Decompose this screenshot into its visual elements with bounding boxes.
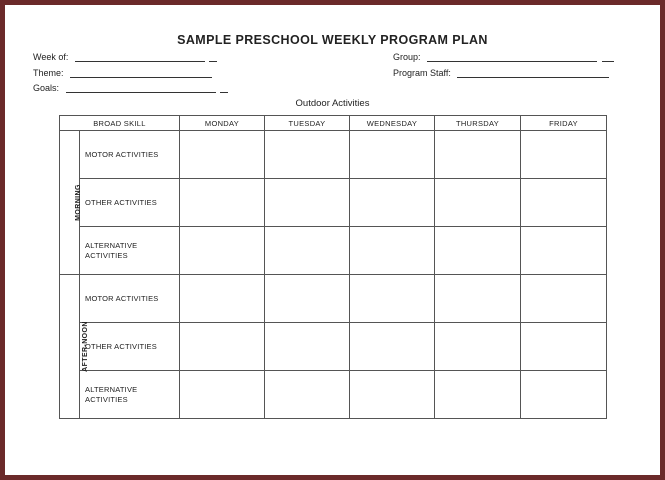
period-morning <box>60 131 80 275</box>
plan-cell[interactable] <box>435 323 521 371</box>
header-broad-skill: BROAD SKILL <box>60 116 180 131</box>
plan-cell[interactable] <box>265 275 350 323</box>
plan-cell[interactable] <box>350 131 435 179</box>
week-of-field <box>33 52 217 62</box>
skill-cell: ALTERNATIVE ACTIVITIES <box>80 227 180 275</box>
header-tuesday: TUESDAY <box>265 116 350 131</box>
period-label: MORNING <box>74 184 82 221</box>
goals-input-end <box>220 83 228 93</box>
week-of-input[interactable] <box>75 52 205 62</box>
plan-cell[interactable] <box>521 227 607 275</box>
group-input[interactable] <box>427 52 597 62</box>
week-of-input-end <box>209 52 217 62</box>
plan-cell[interactable] <box>180 323 265 371</box>
plan-cell[interactable] <box>435 227 521 275</box>
plan-cell[interactable] <box>265 131 350 179</box>
plan-cell[interactable] <box>521 371 607 419</box>
plan-cell[interactable] <box>350 275 435 323</box>
plan-cell[interactable] <box>350 179 435 227</box>
plan-cell[interactable] <box>435 275 521 323</box>
plan-cell[interactable] <box>350 227 435 275</box>
plan-cell[interactable] <box>521 323 607 371</box>
plan-cell[interactable] <box>180 131 265 179</box>
program-staff-label: Program Staff: <box>393 68 451 78</box>
period-afternoon <box>60 275 89 419</box>
table-row <box>60 227 607 275</box>
theme-field <box>33 68 212 78</box>
table-row <box>60 275 607 323</box>
plan-cell[interactable] <box>435 179 521 227</box>
header-wednesday: WEDNESDAY <box>350 116 435 131</box>
theme-label: Theme: <box>33 68 64 78</box>
program-staff-input[interactable] <box>457 68 609 78</box>
skill-cell: ALTERNATIVE ACTIVITIES <box>80 371 180 419</box>
plan-cell[interactable] <box>435 371 521 419</box>
weekly-plan-table <box>59 115 607 419</box>
skill-cell: OTHER ACTIVITIES <box>80 323 180 371</box>
plan-cell[interactable] <box>521 275 607 323</box>
group-label: Group: <box>393 52 421 62</box>
table-row <box>60 179 607 227</box>
plan-cell[interactable] <box>180 371 265 419</box>
plan-cell[interactable] <box>180 227 265 275</box>
skill-cell: MOTOR ACTIVITIES <box>80 275 180 323</box>
goals-label: Goals: <box>33 83 60 93</box>
plan-cell[interactable] <box>521 131 607 179</box>
plan-cell[interactable] <box>521 179 607 227</box>
goals-field <box>33 83 228 93</box>
header-monday: MONDAY <box>180 116 265 131</box>
table-row <box>60 323 607 371</box>
plan-cell[interactable] <box>265 323 350 371</box>
page-title: SAMPLE PRESCHOOL WEEKLY PROGRAM PLAN <box>177 33 488 47</box>
plan-cell[interactable] <box>350 371 435 419</box>
theme-input[interactable] <box>70 68 212 78</box>
skill-cell: OTHER ACTIVITIES <box>80 179 180 227</box>
header-friday: FRIDAY <box>521 116 607 131</box>
table-row <box>60 131 607 179</box>
plan-cell[interactable] <box>265 371 350 419</box>
goals-input[interactable] <box>66 83 216 93</box>
plan-cell[interactable] <box>350 323 435 371</box>
period-label: AFTER-NOON <box>81 321 89 372</box>
program-staff-field <box>393 68 609 78</box>
plan-cell[interactable] <box>265 179 350 227</box>
group-input-end <box>602 52 614 62</box>
plan-cell[interactable] <box>435 131 521 179</box>
section-title: Outdoor Activities <box>295 98 370 109</box>
table-header-row <box>60 116 607 131</box>
group-field <box>393 52 614 62</box>
header-thursday: THURSDAY <box>435 116 521 131</box>
plan-cell[interactable] <box>180 275 265 323</box>
plan-cell[interactable] <box>180 179 265 227</box>
plan-cell[interactable] <box>265 227 350 275</box>
week-of-label: Week of: <box>33 52 69 62</box>
table-row <box>60 371 607 419</box>
program-plan-sheet <box>5 5 660 475</box>
skill-cell: MOTOR ACTIVITIES <box>80 131 180 179</box>
